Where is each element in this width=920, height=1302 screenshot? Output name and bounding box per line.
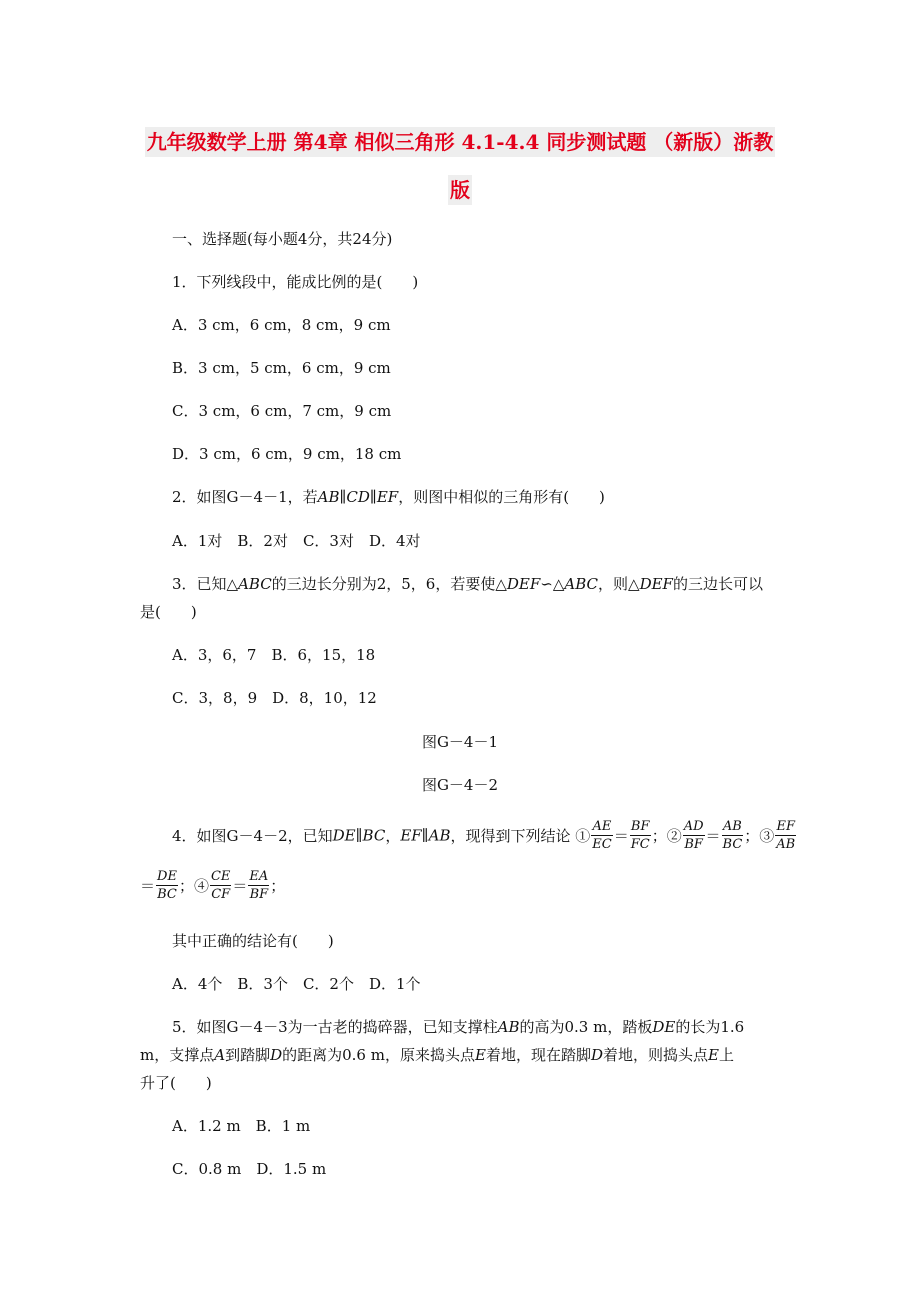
denominator: AB (776, 837, 796, 852)
denominator: BF (249, 887, 269, 902)
q4-separator-1: ；② (651, 827, 682, 845)
q5-options-cd: C．0.8 m D．1.5 m (172, 1160, 327, 1178)
fraction-de-bc (156, 868, 178, 903)
q1-stem: 1．下列线段中，能成比例的是( ) (172, 273, 419, 291)
q1-option-a: A．3 cm，6 cm，8 cm，9 cm (172, 316, 391, 334)
q4-text-3: ，现得到下列结论 ① (450, 827, 591, 845)
numerator: AB (722, 819, 742, 834)
q4-ef-parallel-ab: EF∥AB (400, 826, 451, 845)
q5-text-7: 着地，现在踏脚 (485, 1046, 591, 1064)
q5-text-4: m，支撑点 (140, 1046, 215, 1064)
q2-text-2: ，则图中相似的三角形有( ) (398, 488, 605, 506)
q5-text-8: 着地，则捣头点 (602, 1046, 708, 1064)
denominator: FC (630, 837, 650, 852)
q5-point-d: D (270, 1046, 283, 1064)
q2-text-1: 2．如图G－4－1，若 (172, 488, 318, 506)
equals-sign: ＝ (613, 827, 629, 845)
q4-text-2: ， (385, 827, 401, 845)
fraction-ef-ab (775, 818, 796, 853)
q5-text-2: 的高为0.3 m，踏板 (519, 1018, 653, 1036)
q5-segment-de: DE (652, 1018, 676, 1036)
q5-text-9: 上 (718, 1046, 734, 1064)
q4-end: ； (270, 877, 286, 895)
q5-stem-line2 (140, 1044, 734, 1065)
q2-parallel-lines: AB∥CD∥EF (317, 488, 399, 506)
figure-caption-1: 图G－4－1 (421, 733, 499, 751)
q4-stem-line3: 其中正确的结论有( ) (172, 932, 334, 950)
q4-options: A．4个 B．3个 C．2个 D．1个 (172, 975, 421, 993)
q3-triangle-def: DEF (506, 575, 541, 593)
q5-point-a: A (214, 1046, 226, 1064)
q3-options-ab: A．3，6，7 B．6，15，18 (172, 646, 376, 664)
q2-stem (172, 486, 605, 507)
q3-stem-line2: 是( ) (140, 603, 197, 621)
fraction-ad-bf (683, 818, 705, 853)
q3-stem-line1 (172, 573, 763, 594)
q3-triangle-abc: ABC (238, 575, 272, 593)
q3-text-5: 的三边长可以 (672, 575, 763, 593)
equals-sign: ＝ (232, 877, 248, 895)
q5-text-6: 的距离为0.6 m，原来捣头点 (282, 1046, 475, 1064)
q5-segment-ab: AB (497, 1018, 520, 1036)
denominator: CF (211, 887, 231, 902)
q3-text-3: △ (552, 575, 565, 593)
section-heading: 一、选择题(每小题4分，共24分) (172, 230, 393, 248)
q5-stem-line3: 升了( ) (140, 1074, 212, 1092)
document-title (0, 118, 920, 214)
q4-separator-3: ；④ (178, 877, 209, 895)
q3-text-4: ，则△ (598, 575, 640, 593)
title-line-1: 九年级数学上册 第4章 相似三角形 4.1-4.4 同步测试题 （新版）浙教 (145, 127, 776, 157)
q5-text-1: 5．如图G－4－3为一古老的捣碎器，已知支撑柱 (172, 1018, 498, 1036)
fraction-ab-bc (722, 818, 744, 853)
q1-option-b: B．3 cm，5 cm，6 cm，9 cm (172, 359, 391, 377)
q4-stem-line2 (140, 868, 285, 903)
q1-option-d: D．3 cm，6 cm，9 cm，18 cm (172, 445, 402, 463)
fraction-ae-ec (591, 818, 612, 853)
q3-similar-symbol: ∽ (540, 575, 553, 593)
numerator: CE (210, 869, 231, 884)
q5-point-e: E (474, 1046, 486, 1064)
q5-text-5: 到踏脚 (225, 1046, 271, 1064)
q1-option-c: C．3 cm，6 cm，7 cm，9 cm (172, 402, 392, 420)
fraction-ce-cf (210, 868, 231, 903)
q5-options-ab: A．1.2 m B．1 m (172, 1117, 311, 1135)
q3-triangle-def-2: DEF (639, 575, 673, 593)
q4-text-1: 4．如图G－4－2，已知 (172, 827, 333, 845)
q5-point-e-2: E (708, 1046, 719, 1064)
numerator: AD (683, 819, 704, 834)
title-line-2: 版 (448, 175, 472, 205)
q4-separator-2: ；③ (744, 827, 775, 845)
equals-sign: ＝ (140, 877, 156, 895)
q3-text-2: 的三边长分别为2，5，6，若要使△ (271, 575, 507, 593)
q5-text-3: 的长为1.6 (675, 1018, 745, 1036)
numerator: AE (592, 819, 612, 834)
q5-stem-line1 (172, 1016, 744, 1037)
q3-options-cd: C．3，8，9 D．8，10，12 (172, 689, 377, 707)
numerator: DE (157, 869, 177, 884)
q3-triangle-abc-2: ABC (564, 575, 599, 593)
figure-caption-2: 图G－4－2 (421, 776, 499, 794)
numerator: EA (249, 869, 269, 884)
q3-text-1: 3．已知△ (172, 575, 239, 593)
fraction-bf-fc (630, 818, 651, 853)
denominator: BC (157, 887, 177, 902)
numerator: EF (776, 819, 796, 834)
denominator: BC (722, 837, 743, 852)
q4-de-parallel-bc: DE∥BC (332, 826, 386, 845)
denominator: EC (592, 837, 612, 852)
equals-sign: ＝ (705, 827, 721, 845)
q4-stem-line1 (172, 818, 797, 853)
numerator: BF (630, 819, 650, 834)
fraction-ea-bf (248, 868, 269, 903)
q2-options: A．1对 B．2对 C．3对 D．4对 (172, 532, 421, 550)
denominator: BF (684, 837, 703, 852)
q5-point-d-2: D (590, 1046, 603, 1064)
